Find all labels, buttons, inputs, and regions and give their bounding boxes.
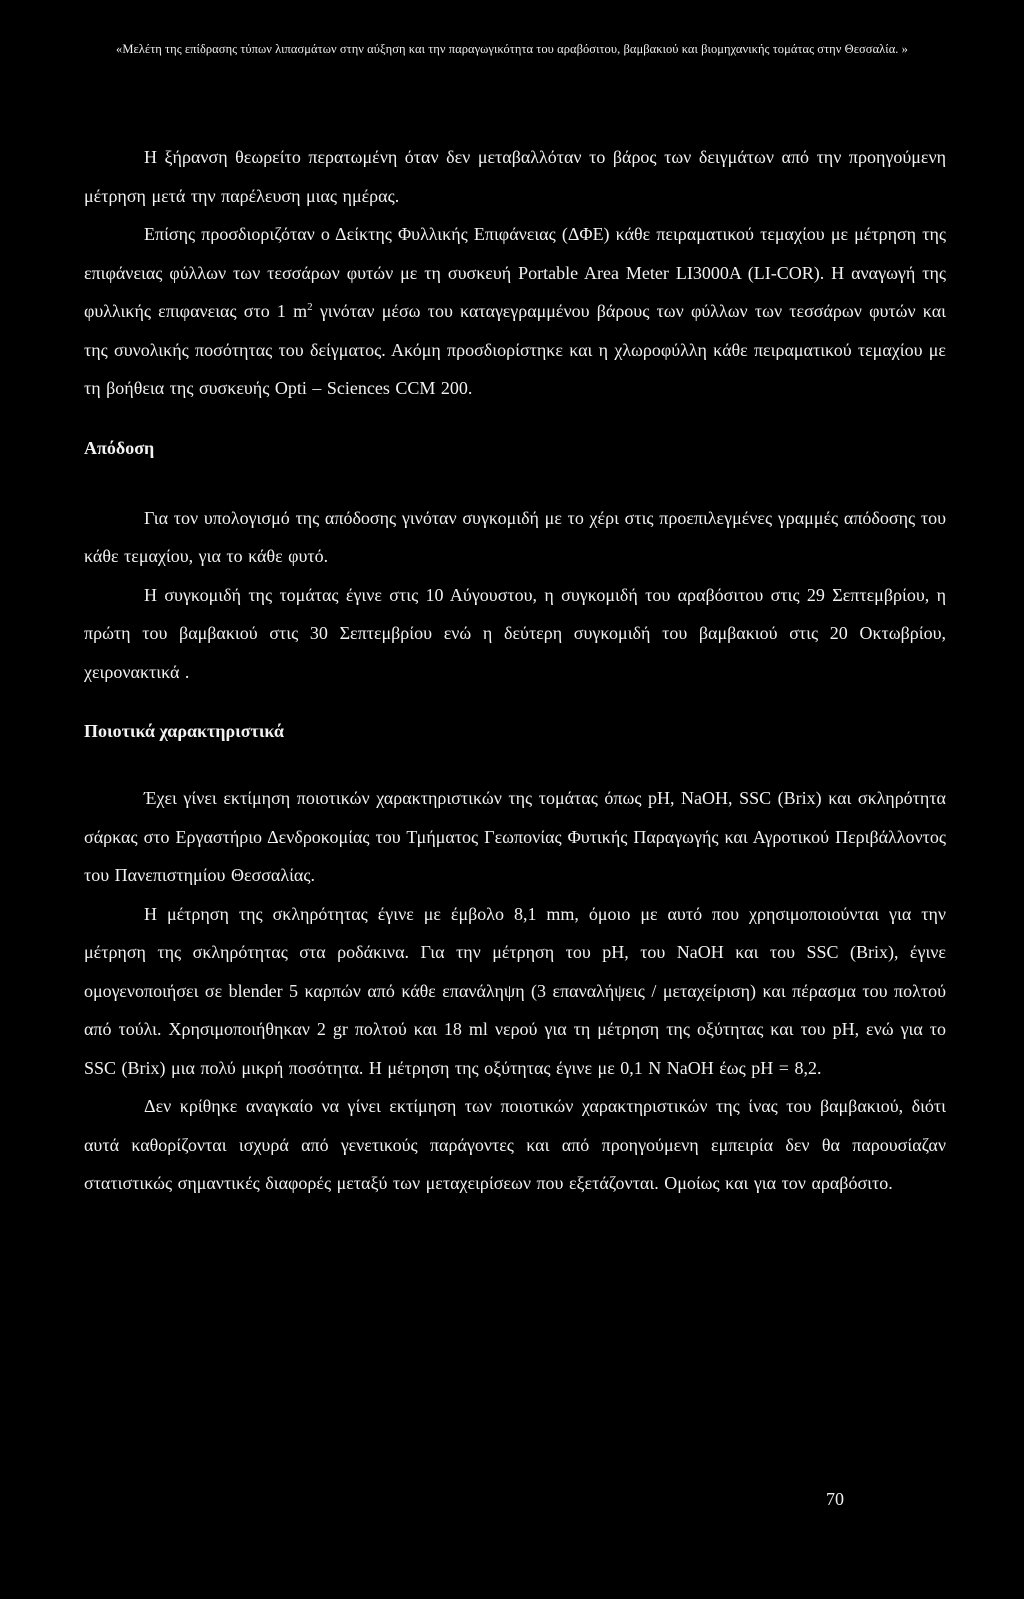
- paragraph-quality-traits: Έχει γίνει εκτίμηση ποιοτικών χαρακτηριστικών της τομάτας όπως pH, NaOH, SSC (Brix) και σκληρότητα σάρκας στο Εργαστήριο Δενδροκομίας του Τμήματος Γεωπονίας Φυτικής Παραγωγής και Αγροτικού Περιβάλλοντος του Πανεπιστημίου Θεσσαλίας.: [84, 788, 946, 885]
- paragraph-leaf-area-index: [84, 215, 946, 408]
- section-title-quality: Ποιοτικά χαρακτηριστικά: [84, 721, 284, 741]
- section-title-yield: Απόδοση: [84, 437, 155, 458]
- paragraph-quality-measurements: Η μέτρηση της σκληρότητας έγινε με έμβολο 8,1 mm, όμοιο με αυτό που χρησιμοποιούνται για την μέτρηση της σκληρότητας στα ροδάκινα. Για την μέτρηση του pH, του NaOH και του SSC (Brix), έγινε ομογενοποιήσει σε blender 5 καρπών από κάθε επανάληψη (3 επαναλήψεις / μεταχείριση) και πέρασμα του πολτού από τούλι. Χρησιμοποιήθηκαν 2 gr πολτού και 18 ml νερού για τη μέτρηση της οξύτητας και του pH, ενώ για το SSC (Brix) μια πολύ μικρή ποσότητα. Η μέτρηση της οξύτητας έγινε με 0,1 N NaOH έως pH = 8,2.: [84, 903, 946, 1078]
- paragraph-harvest-dates: Η συγκομιδή της τομάτας έγινε στις 10 Αύγουστου, η συγκομιδή του αραβόσιτου στις 29 Σεπτεμβρίου, η πρώτη του βαμβακιού στις 30 Σεπτεμβρίου ενώ η δεύτερη συγκομιδή του βαμβακιού στις 20 Οκτωβρίου, χειρονακτικά .: [84, 584, 946, 682]
- paragraph-fiber-note: Δεν κρίθηκε αναγκαίο να γίνει εκτίμηση των ποιοτικών χαρακτηριστικών της ίνας του βαμβακιού, διότι αυτά καθορίζονται ισχυρά από γενετικούς παράγοντες και από προηγούμενη εμπειρία δεν θα παρουσίαζαν στατιστικώς σημαντικές διαφορές μεταξύ των μεταχειρίσεων που εξετάζονται. Ομοίως και για τον αραβόσιτο.: [84, 1096, 946, 1193]
- page-number: 70: [826, 1489, 844, 1509]
- running-header: «Μελέτη της επίδρασης τύπων λιπασμάτων στην αύξηση και την παραγωγικότητα του αραβόσιτου, βαμβακιού και βιομηχανικής τομάτας στην Θεσσαλία. »: [116, 42, 908, 56]
- paragraph-yield-method: Για τον υπολογισμό της απόδοσης γινόταν συγκομιδή με το χέρι στις προεπιλεγμένες γραμμές απόδοσης του κάθε τεμαχίου, για το κάθε φυτό.: [84, 507, 946, 566]
- superscript-two: 2: [307, 301, 313, 313]
- page-body: [84, 138, 946, 1203]
- paragraph-drying: Η ξήρανση θεωρείτο περατωμένη όταν δεν μεταβαλλόταν το βάρος των δειγμάτων από την προηγούμενη μέτρηση μετά την παρέλευση μιας ημέρας.: [84, 147, 946, 206]
- paragraph-lai-text-end: γινόταν μέσω του καταγεγραμμένου βάρους των φύλλων των τεσσάρων φυτών και της συνολικής ποσότητας του δείγματος. Ακόμη προσδιορίστηκε και η χλωροφύλλη κάθε πειραματικού τεμαχίου με τη βοήθεια της συσκευής Opti – Sciences CCM 200.: [84, 301, 946, 398]
- paragraph-lai-text-start: Επίσης προσδιοριζόταν ο Δείκτης Φυλλικής Επιφάνειας (ΔΦΕ) κάθε πειραματικού τεμαχίου με μέτρηση της επιφάνειας φύλλων των τεσσάρων φυτών με τη συσκευή Portable Area Meter LI3000A (LI-COR). Η αναγωγή της φυλλικής επιφανειας στο 1 m: [84, 224, 946, 321]
